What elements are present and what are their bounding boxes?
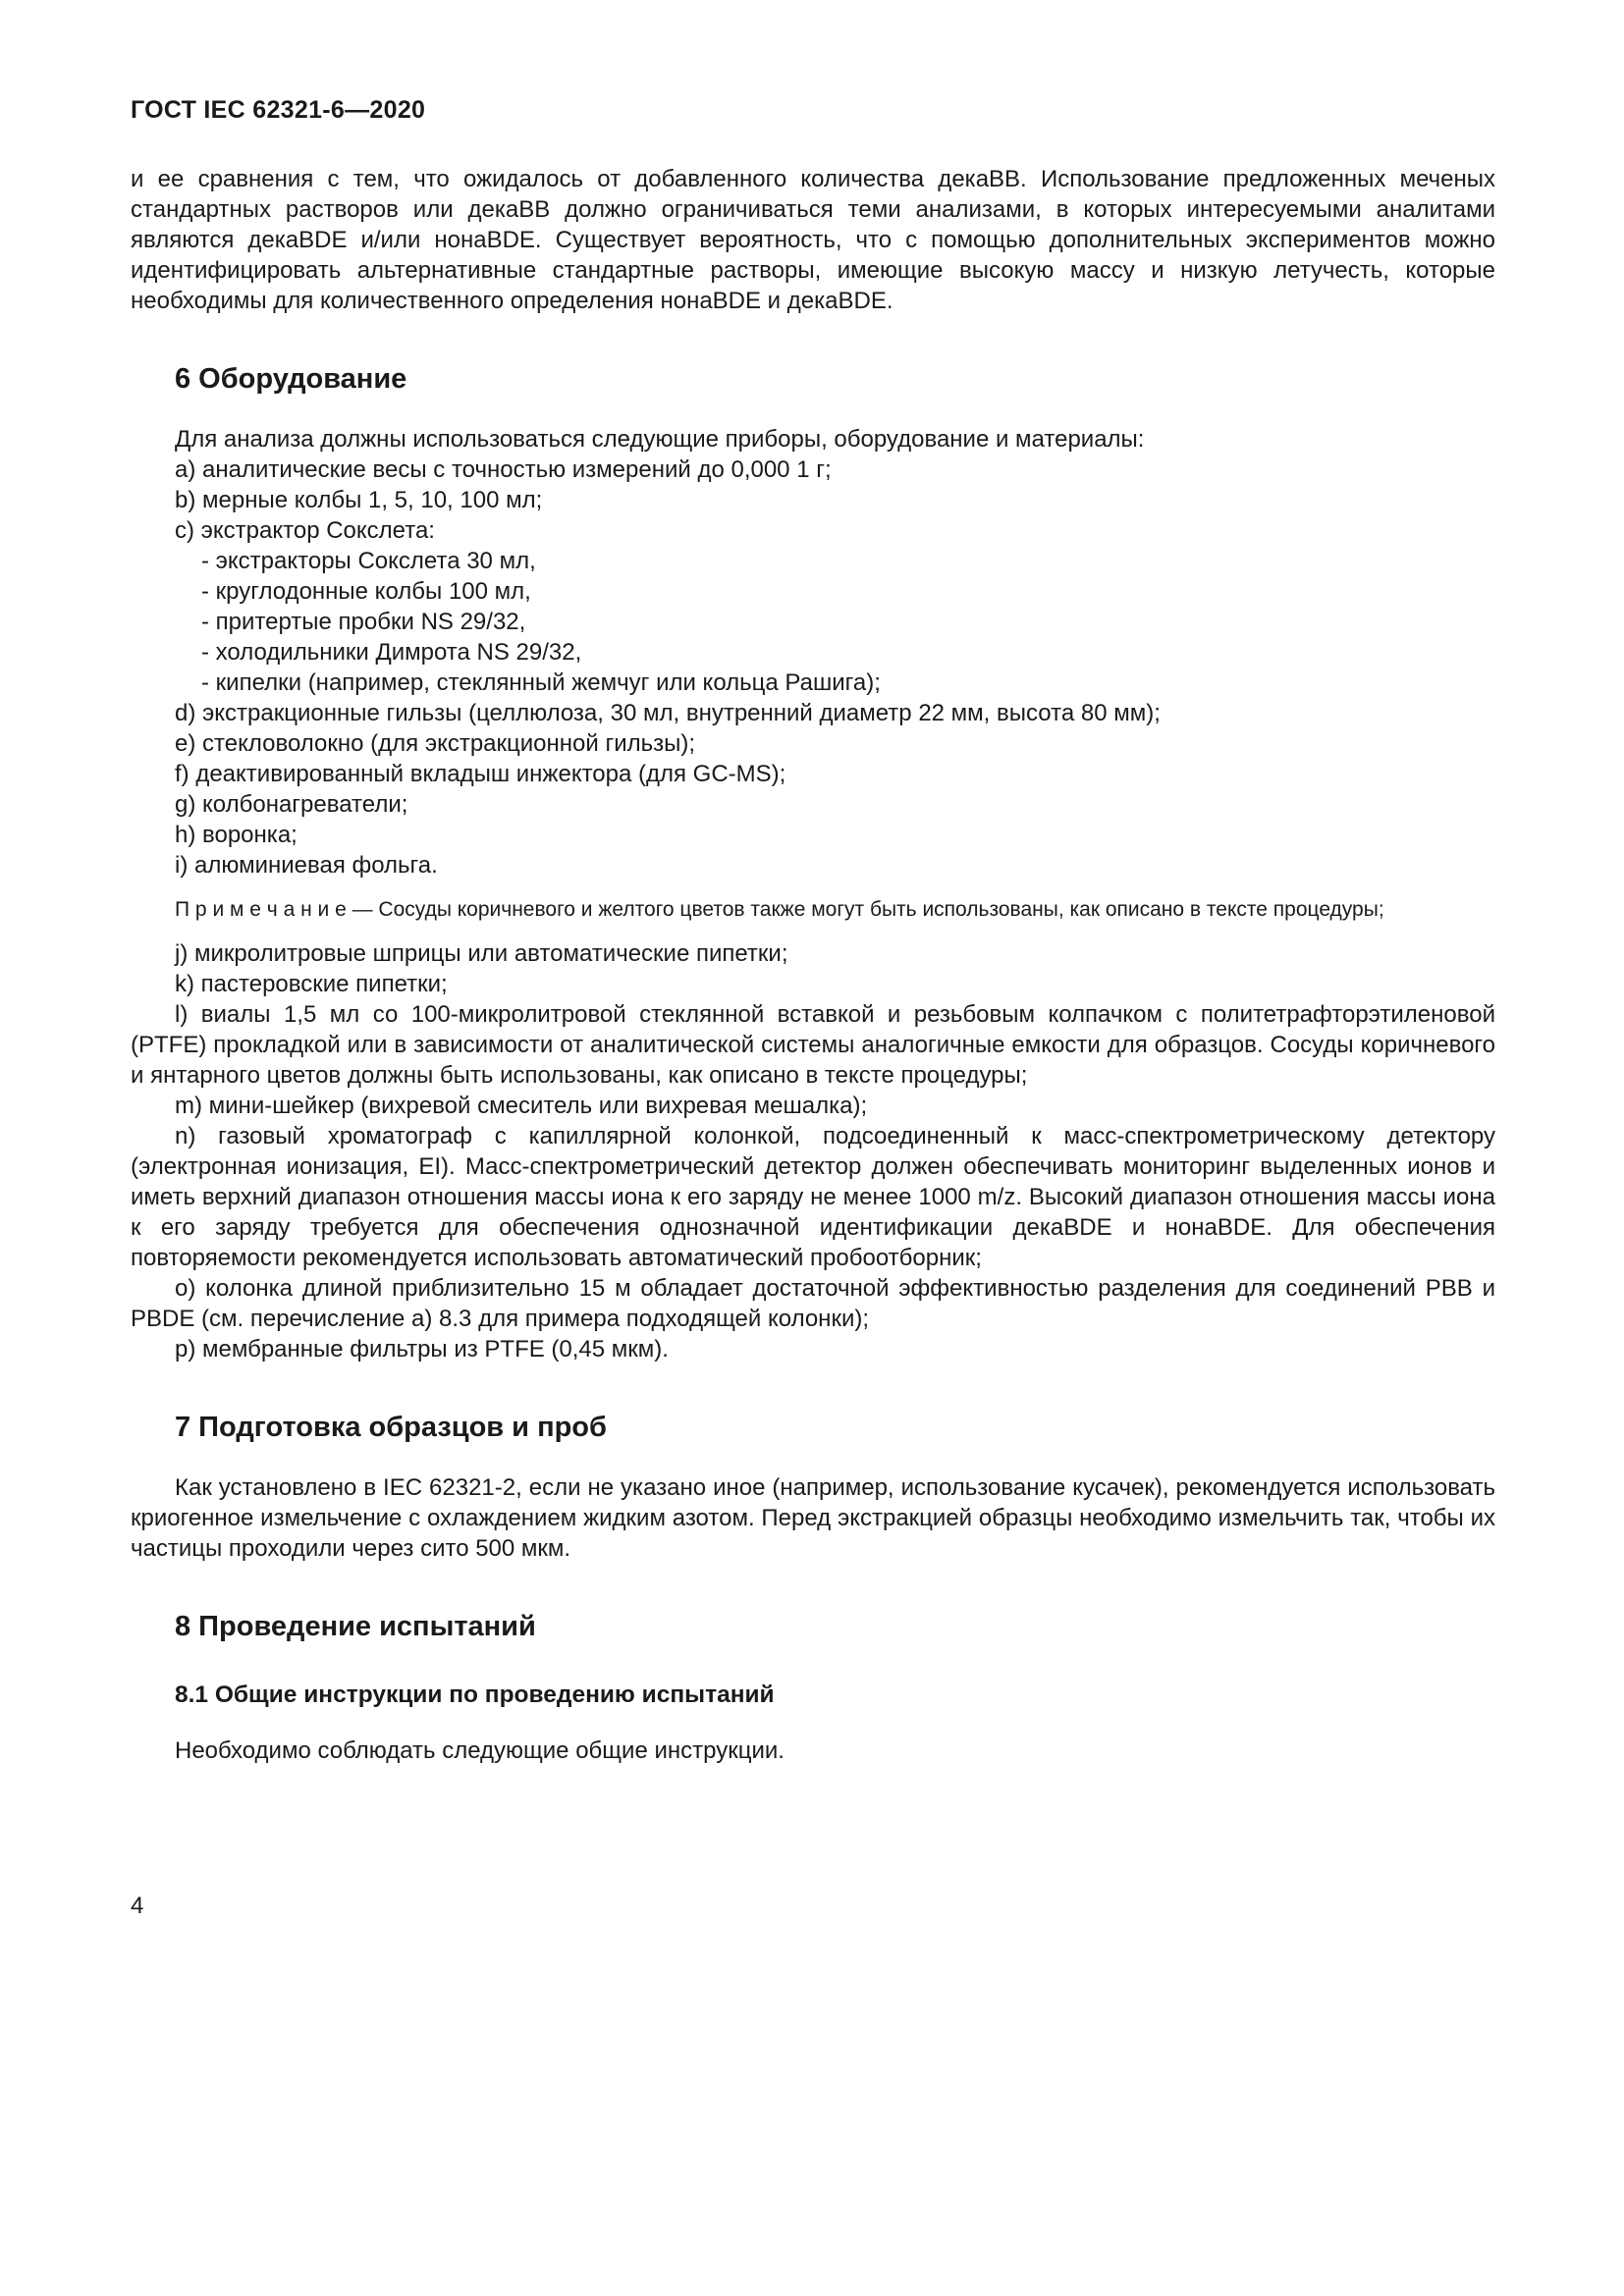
list-item: p) мембранные фильтры из PTFE (0,45 мкм). xyxy=(175,1336,669,1362)
sub-list-item: - круглодонные колбы 100 мл, xyxy=(201,578,531,605)
section-6-heading: 6 Оборудование xyxy=(175,363,407,395)
list-item: b) мерные колбы 1, 5, 10, 100 мл; xyxy=(175,487,543,513)
list-item: o) колонка длиной приблизительно 15 м обладает достаточной эффективностью разделения для соединений PBB и PBDE (см. перечисление a) 8.3 для примера подходящей колонки); xyxy=(131,1275,1495,1332)
list-item: a) аналитические весы с точностью измерений до 0,000 1 г; xyxy=(175,456,832,483)
list-item: f) деактивированный вкладыш инжектора (для GC-MS); xyxy=(175,761,786,787)
section-6-note: П р и м е ч а н и е — Сосуды коричневого и желтого цветов также могут быть использованы, как описано в тексте процедуры; xyxy=(175,898,1384,921)
list-item: g) колбонагреватели; xyxy=(175,791,408,818)
page-number: 4 xyxy=(131,1893,144,1919)
list-item: l) виалы 1,5 мл со 100-микролитровой стеклянной вставкой и резьбовым колпачком с политетрафторэтиленовой (PTFE) прокладкой или в зависимости от аналитической системы аналогичные емкости для образцов. Сосуды коричневого и янтарного цветов должны быть использованы, как описано в тексте процедуры; xyxy=(131,1001,1495,1089)
list-item: j) микролитровые шприцы или автоматические пипетки; xyxy=(175,940,788,967)
list-item: i) алюминиевая фольга. xyxy=(175,852,438,879)
sub-list-item: - холодильники Димрота NS 29/32, xyxy=(201,639,582,666)
list-item: c) экстрактор Сокслета: xyxy=(175,517,435,544)
sub-list-item: - притертые пробки NS 29/32, xyxy=(201,609,526,635)
section-7-paragraph: Как установлено в IEC 62321-2, если не указано иное (например, использование кусачек), рекомендуется использовать криогенное измельчение с охлаждением жидким азотом. Перед экстракцией образцы необходимо измельчить так, чтобы их частицы проходили через сито 500 мкм. xyxy=(131,1474,1495,1562)
list-item: d) экстракционные гильзы (целлюлоза, 30 мл, внутренний диаметр 22 мм, высота 80 мм); xyxy=(175,700,1161,726)
equipment-list-d-i xyxy=(131,698,1495,881)
list-item: k) пастеровские пипетки; xyxy=(175,971,448,997)
section-6-lead: Для анализа должны использоваться следующие приборы, оборудование и материалы: xyxy=(175,426,1145,453)
intro-paragraph: и ее сравнения с тем, что ожидалось от добавленного количества декаBB. Использование предложенных меченых стандартных растворов или декаBB должно ограничиваться теми анализами, в которых интересуемыми аналитами являются декаBDE и/или нонаBDE. Существует вероятность, что с помощью дополнительных экспериментов можно идентифицировать альтернативные стандартные растворы, имеющие высокую массу и низкую летучесть, которые необходимы для количественного определения нонаBDE и декаBDE. xyxy=(131,166,1495,314)
section-8-1-heading: 8.1 Общие инструкции по проведению испытаний xyxy=(175,1682,775,1708)
list-item: h) воронка; xyxy=(175,822,298,848)
sub-list-item: - кипелки (например, стеклянный жемчуг или кольца Рашига); xyxy=(201,669,881,696)
section-8-1-paragraph: Необходимо соблюдать следующие общие инструкции. xyxy=(175,1737,785,1764)
sub-list-item: - экстракторы Сокслета 30 мл, xyxy=(201,548,536,574)
equipment-sublist-soxhlet xyxy=(131,546,1495,698)
equipment-list-j-p xyxy=(131,938,1495,1364)
list-item: e) стекловолокно (для экстракционной гильзы); xyxy=(175,730,696,757)
list-item: n) газовый хроматограф с капиллярной колонкой, подсоединенный к масс-спектрометрическому детектору (электронная ионизация, EI). Масс-спектрометрический детектор должен обеспечивать мониторинг выделенных ионов и иметь верхний диапазон отношения массы иона к его заряду не менее 1000 m/z. Высокий диапазон отношения массы иона к его заряду требуется для обеспечения однозначной идентификации декаBDE и нонаBDE. Для обеспечения повторяемости рекомендуется использовать автоматический пробоотборник; xyxy=(131,1123,1495,1271)
section-8-heading: 8 Проведение испытаний xyxy=(175,1611,536,1642)
section-7-heading: 7 Подготовка образцов и проб xyxy=(175,1412,607,1443)
list-item: m) мини-шейкер (вихревой смеситель или вихревая мешалка); xyxy=(175,1093,868,1119)
equipment-list-a-c xyxy=(131,454,1495,546)
document-header: ГОСТ IEC 62321-6—2020 xyxy=(131,96,426,124)
